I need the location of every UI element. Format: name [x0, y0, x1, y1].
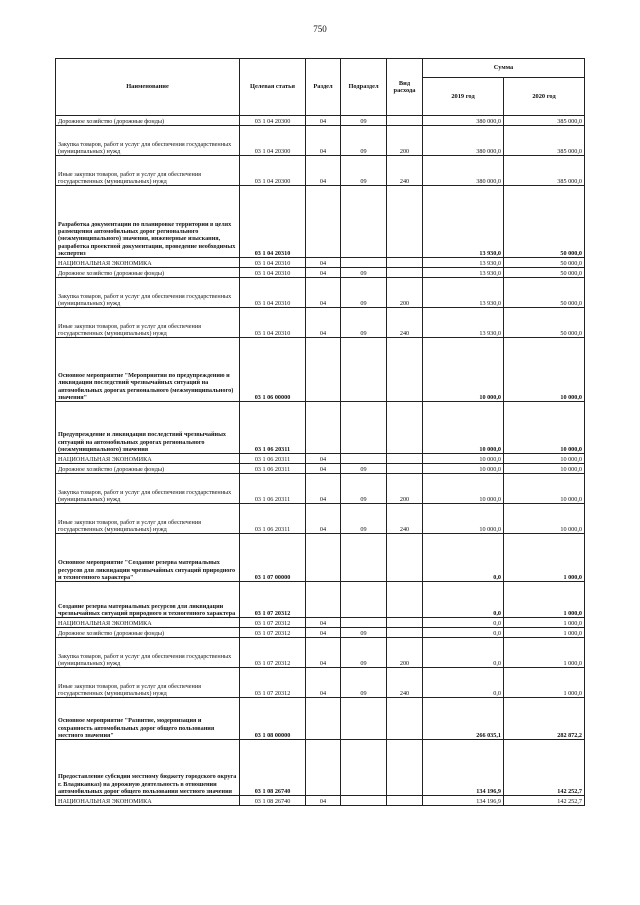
row-2019: 10 000,0: [423, 402, 504, 454]
row-2020: 385 000,0: [504, 126, 585, 156]
row-2019: 0,0: [423, 618, 504, 628]
row-2020: 10 000,0: [504, 402, 585, 454]
row-section: [306, 534, 341, 582]
row-target: 03 1 06 20311: [240, 474, 306, 504]
header-section: Раздел: [306, 59, 341, 116]
row-expense: [387, 618, 423, 628]
budget-table: [55, 58, 585, 806]
row-expense: 240: [387, 668, 423, 698]
row-target: 03 1 04 20310: [240, 308, 306, 338]
row-name: Разработка документации по планировке территории в целях размещения автомобильных дорог регионального (межмуниципального) значения, инженерные изыскания, разработка проектной документации, проведение необходимых экспертиз: [56, 186, 240, 258]
row-section: 04: [306, 126, 341, 156]
row-2020: 282 872,2: [504, 698, 585, 740]
row-subsection: 09: [341, 126, 387, 156]
row-name: НАЦИОНАЛЬНАЯ ЭКОНОМИКА: [56, 258, 240, 268]
table-row: [56, 454, 585, 464]
table-row: [56, 308, 585, 338]
row-expense: [387, 464, 423, 474]
row-target: 03 1 06 20311: [240, 454, 306, 464]
row-target: 03 1 04 20300: [240, 156, 306, 186]
row-2019: 13 930,0: [423, 278, 504, 308]
header-2019: 2019 год: [423, 78, 504, 116]
row-2020: 10 000,0: [504, 474, 585, 504]
row-name: Иные закупки товаров, работ и услуг для обеспечения государственных (муниципальных) нужд: [56, 668, 240, 698]
table-row: [56, 402, 585, 454]
row-expense: [387, 338, 423, 402]
row-name: Предоставление субсидии местному бюджету городского округа г. Владикавказ) на дорожную деятельность в отношении автомобильных дорог общего пользования местного значения: [56, 740, 240, 796]
row-2020: 50 000,0: [504, 186, 585, 258]
row-section: 04: [306, 454, 341, 464]
row-expense: [387, 628, 423, 638]
row-target: 03 1 04 20310: [240, 268, 306, 278]
row-subsection: 09: [341, 308, 387, 338]
row-expense: [387, 258, 423, 268]
row-name: Дорожное хозяйство (дорожные фонды): [56, 116, 240, 126]
row-expense: 200: [387, 126, 423, 156]
row-2019: 0,0: [423, 534, 504, 582]
row-target: 03 1 07 20312: [240, 638, 306, 668]
table-row: [56, 534, 585, 582]
row-2020: 1 000,0: [504, 582, 585, 618]
row-section: 04: [306, 116, 341, 126]
row-subsection: 09: [341, 268, 387, 278]
row-target: 03 1 07 20312: [240, 628, 306, 638]
row-2019: 13 930,0: [423, 308, 504, 338]
row-target: 03 1 08 00000: [240, 698, 306, 740]
row-target: 03 1 06 20311: [240, 504, 306, 534]
row-expense: 200: [387, 278, 423, 308]
header-sum: Сумма: [423, 59, 585, 78]
row-section: 04: [306, 618, 341, 628]
row-2020: 10 000,0: [504, 464, 585, 474]
row-name: Предупреждение и ликвидация последствий чрезвычайных ситуаций на автомобильных дорогах регионального (межмуниципального) значения: [56, 402, 240, 454]
row-subsection: 09: [341, 504, 387, 534]
row-name: НАЦИОНАЛЬНАЯ ЭКОНОМИКА: [56, 618, 240, 628]
table-row: [56, 464, 585, 474]
row-name: Создание резерва материальных ресурсов для ликвидации чрезвычайных ситуаций природного и техногенного характера: [56, 582, 240, 618]
row-subsection: [341, 698, 387, 740]
table-row: [56, 698, 585, 740]
row-2020: 1 000,0: [504, 618, 585, 628]
row-name: НАЦИОНАЛЬНАЯ ЭКОНОМИКА: [56, 454, 240, 464]
table-row: [56, 474, 585, 504]
row-2020: 10 000,0: [504, 454, 585, 464]
row-name: Закупка товаров, работ и услуг для обеспечения государственных (муниципальных) нужд: [56, 474, 240, 504]
row-2019: 134 196,9: [423, 796, 504, 806]
row-expense: 200: [387, 474, 423, 504]
row-section: 04: [306, 796, 341, 806]
row-expense: [387, 796, 423, 806]
row-subsection: [341, 454, 387, 464]
row-subsection: 09: [341, 156, 387, 186]
header-target: Целевая статья: [240, 59, 306, 116]
row-2020: 142 252,7: [504, 796, 585, 806]
row-target: 03 1 04 20310: [240, 258, 306, 268]
row-section: 04: [306, 474, 341, 504]
table-row: [56, 186, 585, 258]
header-2020: 2020 год: [504, 78, 585, 116]
row-2019: 10 000,0: [423, 504, 504, 534]
row-2020: 50 000,0: [504, 308, 585, 338]
row-name: Основное мероприятие "Создание резерва материальных ресурсов для ликвидации чрезвычайных ситуаций природного и техногенного характера": [56, 534, 240, 582]
row-2020: 385 000,0: [504, 156, 585, 186]
row-section: 04: [306, 278, 341, 308]
row-2020: 50 000,0: [504, 258, 585, 268]
row-subsection: 09: [341, 278, 387, 308]
row-section: [306, 186, 341, 258]
table-body: [56, 116, 585, 806]
row-2020: 385 000,0: [504, 116, 585, 126]
row-target: 03 1 07 00000: [240, 534, 306, 582]
row-2019: 0,0: [423, 582, 504, 618]
table-row: [56, 638, 585, 668]
row-section: [306, 740, 341, 796]
row-name: Дорожное хозяйство (дорожные фонды): [56, 268, 240, 278]
row-2019: 13 930,0: [423, 268, 504, 278]
row-subsection: [341, 582, 387, 618]
row-subsection: [341, 796, 387, 806]
row-expense: [387, 582, 423, 618]
row-2019: 10 000,0: [423, 464, 504, 474]
row-subsection: [341, 402, 387, 454]
row-expense: [387, 402, 423, 454]
row-subsection: 09: [341, 628, 387, 638]
row-2019: 380 000,0: [423, 116, 504, 126]
row-2020: 1 000,0: [504, 668, 585, 698]
table-row: [56, 116, 585, 126]
row-name: Иные закупки товаров, работ и услуг для обеспечения государственных (муниципальных) нужд: [56, 156, 240, 186]
table-row: [56, 504, 585, 534]
row-name: Закупка товаров, работ и услуг для обеспечения государственных (муниципальных) нужд: [56, 278, 240, 308]
table-row: [56, 628, 585, 638]
row-target: 03 1 07 20312: [240, 618, 306, 628]
row-2020: 50 000,0: [504, 278, 585, 308]
row-target: 03 1 07 20312: [240, 668, 306, 698]
row-name: Дорожное хозяйство (дорожные фонды): [56, 464, 240, 474]
row-target: 03 1 04 20300: [240, 116, 306, 126]
row-section: 04: [306, 308, 341, 338]
table-row: [56, 582, 585, 618]
row-target: 03 1 06 00000: [240, 338, 306, 402]
row-name: НАЦИОНАЛЬНАЯ ЭКОНОМИКА: [56, 796, 240, 806]
table-row: [56, 740, 585, 796]
row-section: 04: [306, 464, 341, 474]
table-row: [56, 156, 585, 186]
row-target: 03 1 04 20310: [240, 186, 306, 258]
row-name: Иные закупки товаров, работ и услуг для обеспечения государственных (муниципальных) нужд: [56, 504, 240, 534]
row-subsection: 09: [341, 474, 387, 504]
row-expense: 240: [387, 308, 423, 338]
row-target: 03 1 07 20312: [240, 582, 306, 618]
row-expense: [387, 698, 423, 740]
row-2020: 1 000,0: [504, 628, 585, 638]
header-expense-type: Вид расхода: [387, 59, 423, 116]
row-name: Иные закупки товаров, работ и услуг для обеспечения государственных (муниципальных) нужд: [56, 308, 240, 338]
row-subsection: [341, 258, 387, 268]
row-2019: 380 000,0: [423, 126, 504, 156]
header-subsection: Подраздел: [341, 59, 387, 116]
row-target: 03 1 06 20311: [240, 402, 306, 454]
row-2019: 134 196,9: [423, 740, 504, 796]
row-expense: 200: [387, 638, 423, 668]
row-2020: 1 000,0: [504, 534, 585, 582]
row-2020: 142 252,7: [504, 740, 585, 796]
row-2019: 0,0: [423, 638, 504, 668]
row-section: 04: [306, 504, 341, 534]
row-2020: 1 000,0: [504, 638, 585, 668]
row-target: 03 1 08 26740: [240, 796, 306, 806]
row-expense: [387, 740, 423, 796]
row-section: [306, 402, 341, 454]
row-expense: [387, 268, 423, 278]
row-name: Закупка товаров, работ и услуг для обеспечения государственных (муниципальных) нужд: [56, 638, 240, 668]
row-section: 04: [306, 668, 341, 698]
row-section: [306, 698, 341, 740]
row-expense: [387, 116, 423, 126]
table-row: [56, 268, 585, 278]
row-target: 03 1 04 20300: [240, 126, 306, 156]
row-subsection: 09: [341, 464, 387, 474]
row-2019: 0,0: [423, 668, 504, 698]
row-2019: 380 000,0: [423, 156, 504, 186]
row-section: 04: [306, 156, 341, 186]
row-section: 04: [306, 258, 341, 268]
page-number: 750: [313, 24, 327, 34]
row-2020: 50 000,0: [504, 268, 585, 278]
row-2019: 10 000,0: [423, 338, 504, 402]
row-2019: 13 930,0: [423, 186, 504, 258]
row-section: 04: [306, 628, 341, 638]
row-section: [306, 582, 341, 618]
row-2019: 13 930,0: [423, 258, 504, 268]
row-expense: [387, 534, 423, 582]
row-2019: 0,0: [423, 628, 504, 638]
row-name: Закупка товаров, работ и услуг для обеспечения государственных (муниципальных) нужд: [56, 126, 240, 156]
row-subsection: [341, 618, 387, 628]
row-name: Дорожное хозяйство (дорожные фонды): [56, 628, 240, 638]
row-expense: 240: [387, 156, 423, 186]
row-subsection: [341, 534, 387, 582]
row-expense: 240: [387, 504, 423, 534]
row-2020: 10 000,0: [504, 338, 585, 402]
row-subsection: 09: [341, 116, 387, 126]
table-row: [56, 618, 585, 628]
row-expense: [387, 186, 423, 258]
table-row: [56, 126, 585, 156]
row-target: 03 1 04 20310: [240, 278, 306, 308]
table-row: [56, 258, 585, 268]
header-name: Наименование: [56, 59, 240, 116]
table-row: [56, 796, 585, 806]
row-subsection: 09: [341, 638, 387, 668]
row-subsection: 09: [341, 668, 387, 698]
table-row: [56, 278, 585, 308]
row-target: 03 1 06 20311: [240, 464, 306, 474]
row-name: Основное мероприятие "Мероприятия по предупреждению и ликвидации последствий чрезвычайных ситуаций на автомобильных дорогах регионального (межмуниципального) значения": [56, 338, 240, 402]
row-section: [306, 338, 341, 402]
row-section: 04: [306, 638, 341, 668]
row-target: 03 1 08 26740: [240, 740, 306, 796]
row-subsection: [341, 338, 387, 402]
row-expense: [387, 454, 423, 464]
row-2020: 10 000,0: [504, 504, 585, 534]
table-row: [56, 668, 585, 698]
row-name: Основное мероприятие "Развитие, модернизация и сохранность автомобильных дорог общего пользования местного значения": [56, 698, 240, 740]
row-section: 04: [306, 268, 341, 278]
row-2019: 266 035,1: [423, 698, 504, 740]
row-subsection: [341, 186, 387, 258]
table-row: [56, 338, 585, 402]
row-2019: 10 000,0: [423, 454, 504, 464]
row-2019: 10 000,0: [423, 474, 504, 504]
row-subsection: [341, 740, 387, 796]
